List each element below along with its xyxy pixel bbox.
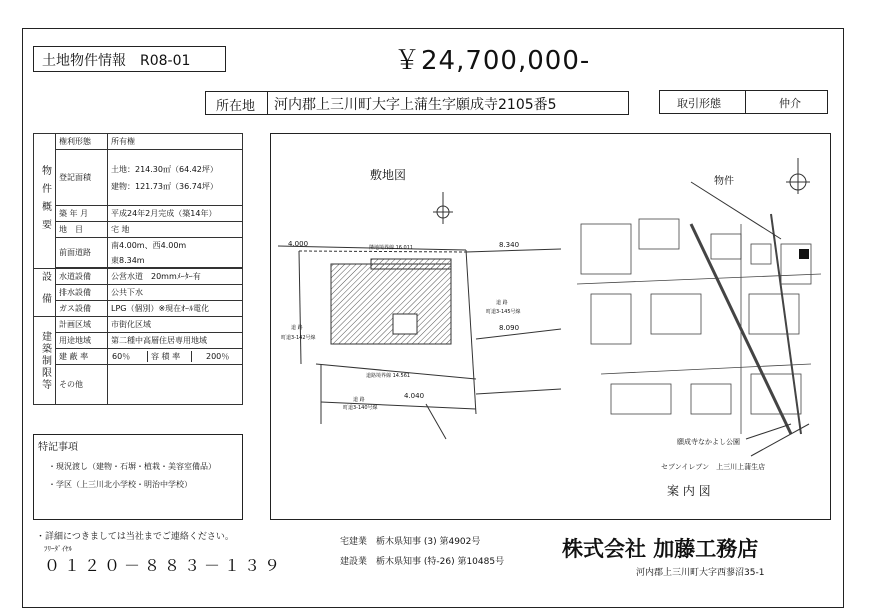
plan-label: 計画区域 [56, 317, 108, 333]
site-label-1: 隣地境界線 16.011 [369, 245, 414, 251]
contact-note-text: 詳細につきましては当社までご連絡ください。 [45, 532, 234, 542]
building-area: 建物：121.73㎡（36.74坪） [111, 181, 218, 191]
site-label-8: 町道3-140号線 [343, 405, 378, 411]
company-name: 株式会社 加藤工務店 [562, 537, 759, 561]
road-value-2: 東8.34m [111, 255, 145, 265]
remark-item-2: ・学区（上三川北小学校・明治中学校） [48, 480, 192, 489]
drain-label: 排水設備 [56, 285, 108, 301]
coverage-value: 60％ [108, 351, 148, 362]
road-cell [108, 238, 243, 268]
page-title: 土地物件情報 R08-01 [42, 53, 191, 69]
gas-label: ガス設備 [56, 301, 108, 317]
site-label-7: 道 路 [353, 397, 365, 403]
transaction-label: 取引形態 [677, 97, 721, 110]
road-label: 前面道路 [56, 238, 108, 268]
water-label: 水道設備 [56, 269, 108, 285]
area-label: 登記面積 [56, 150, 108, 206]
coverage-label: 建 蔽 率 [56, 349, 108, 365]
dim-3: 8.090 [499, 324, 520, 332]
site-label-2: 道路境界線 14.561 [366, 373, 411, 379]
remark-item-1: ・現況渡し（建物・石塀・植栽・美容室備品） [48, 462, 216, 471]
built-value: 平成24年2月完成（築14年） [108, 206, 243, 222]
property-marker-label: 物件 [714, 176, 734, 187]
park-label: 願成寺なかよし公園 [677, 438, 740, 446]
cat-facility: 設備 [34, 269, 56, 317]
far-value: 200％ [206, 352, 230, 361]
dim-2: 8.340 [499, 241, 520, 249]
location-value: 河内郡上三川町大字上蒲生字願成寺2105番5 [274, 97, 557, 113]
dim-4: 4.040 [404, 392, 425, 400]
transaction-value: 仲介 [779, 97, 801, 110]
cat-building: 建築制限等 [34, 317, 56, 405]
landuse-label: 地 目 [56, 222, 108, 238]
dim-1: 4.000 [288, 240, 309, 248]
store-label: セブンイレブン 上三川上蒲生店 [661, 463, 766, 471]
other-value [108, 365, 243, 405]
built-label: 築 年 月 [56, 206, 108, 222]
water-value: 公営水道 20mmﾒｰﾀｰ有 [108, 269, 243, 285]
rights-label: 権利形態 [56, 134, 108, 150]
land-area: 土地：214.30㎡（64.42坪） [111, 164, 218, 174]
zone-label: 用途地域 [56, 333, 108, 349]
site-label-6: 町道3-145号線 [486, 309, 521, 315]
location-label: 所在地 [216, 99, 256, 114]
site-label-3: 道 路 [291, 325, 303, 331]
landuse-value: 宅 地 [108, 222, 243, 238]
phone-number[interactable]: ０１２０－８８３－１３９ [44, 556, 285, 575]
price: ￥24,700,000- [394, 46, 591, 76]
license-realestate: 宅建業 栃木県知事 (3) 第4902号 [340, 537, 481, 547]
freedial-label: ﾌﾘｰﾀﾞｲﾔﾙ [44, 545, 72, 553]
contact-note: ・詳細につきましては当社までご連絡ください。 [36, 532, 234, 542]
company-address: 河内郡上三川町大字西蓼沼35-1 [636, 568, 765, 578]
road-value-1: 南4.00m、西4.00m [111, 240, 187, 250]
site-label-4: 町道3-142号線 [281, 335, 316, 341]
other-label: その他 [56, 365, 108, 405]
plan-value: 市街化区域 [108, 317, 243, 333]
drain-value: 公共下水 [108, 285, 243, 301]
remarks-title: 特記事項 [38, 442, 78, 453]
area-cell [108, 150, 243, 206]
rights-value: 所有権 [108, 134, 243, 150]
spec-table [33, 133, 243, 405]
far-label: 容 積 率 [148, 351, 192, 362]
license-construction: 建設業 栃木県知事 (特-26) 第10485号 [340, 557, 505, 567]
gas-value: LPG（個別）※現在ｵｰﾙ電化 [108, 301, 243, 317]
map-panel [270, 133, 831, 520]
site-label-5: 道 路 [496, 300, 508, 306]
site-plan-title: 敷地図 [370, 168, 407, 182]
cat-property: 物件概要 [34, 134, 56, 269]
zone-value: 第二種中高層住居専用地域 [108, 333, 243, 349]
area-map-title: 案 内 図 [667, 484, 711, 498]
coverage-cell [108, 349, 243, 365]
